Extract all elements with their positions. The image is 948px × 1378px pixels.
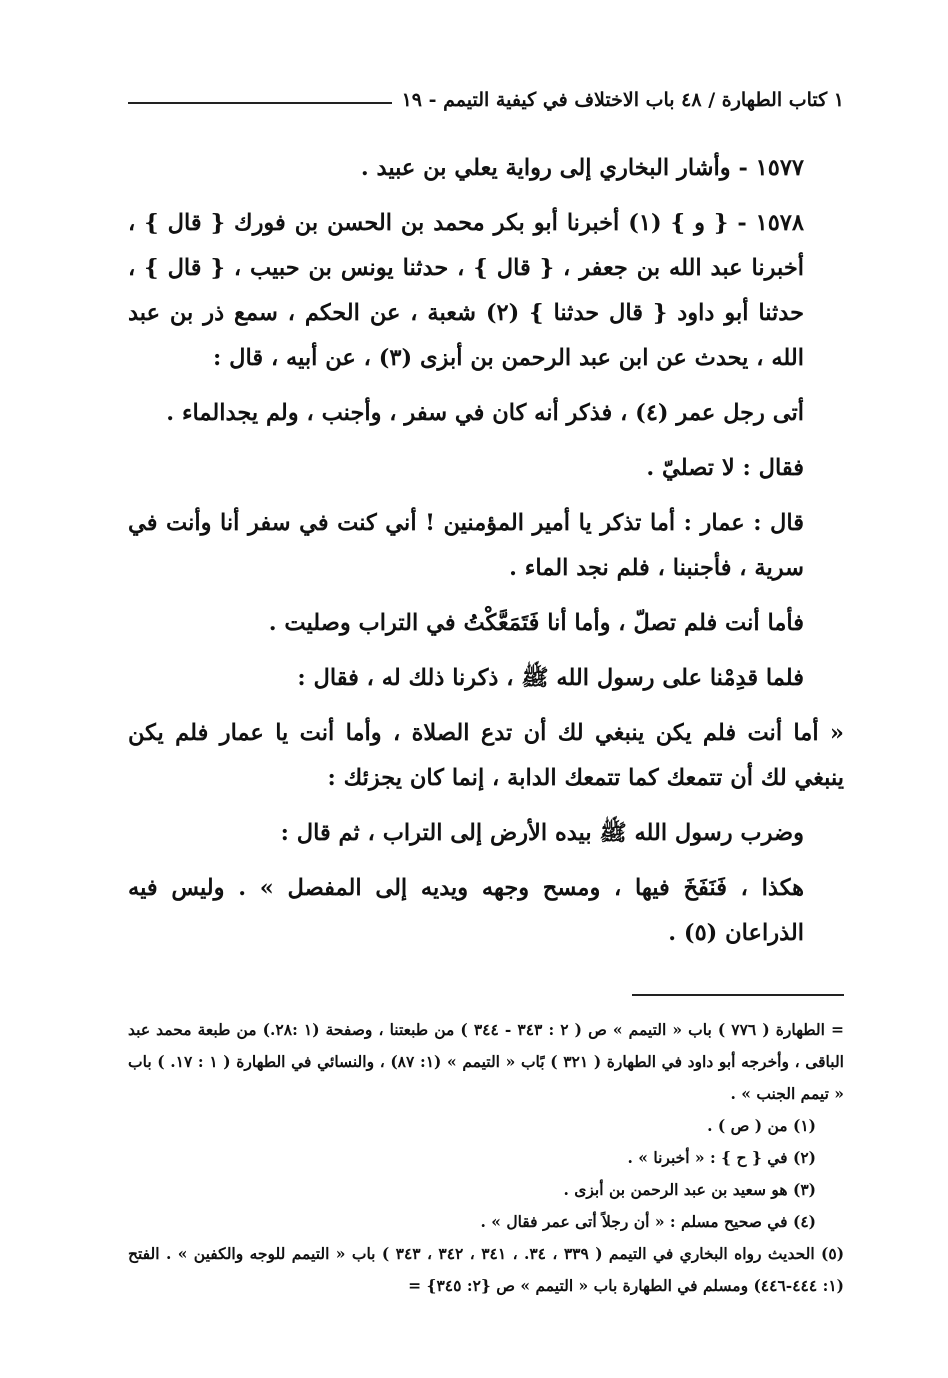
footnote-3: (٣) هو سعيد بن عبد الرحمن بن أبزى . xyxy=(563,1180,816,1199)
paragraph-ammar-said: قال : عمار : أما تذكر يا أمير المؤمنين ! أني كنت في سفر أنا وأنت في سرية ، فأجنبنا ، فلم نجد الماء . xyxy=(128,510,804,581)
running-title: ١ كتاب الطهارة / ٤٨ باب الاختلاف في كيفية التيمم - ١٩ xyxy=(401,89,844,111)
paragraph-1577: ١٥٧٧ - وأشار البخاري إلى رواية يعلي بن عبيد . xyxy=(360,155,804,181)
footnote-2: (٢) في { ح } : « أخبرنا » . xyxy=(627,1148,816,1167)
paragraph-do-not-pray: فقال : لا تصليّ . xyxy=(646,455,804,481)
paragraph-rolled-in-dust: فأما أنت فلم تصلّ ، وأما أنا فَتَمَعَّكْتُ في التراب وصليت . xyxy=(268,610,804,636)
paragraph-like-this: هكذا ، فَنَفَخَ فيها ، ومسح وجهه ويديه إلى المفصل » . وليس فيه الذراعان (٥) . xyxy=(128,875,804,946)
footnote-1: (١) من ( ص ) . xyxy=(707,1116,816,1135)
paragraph-prophet-reply: « أما أنت فلم يكن ينبغي لك أن تدع الصلاة ، وأما أنت يا عمار فلم يكن ينبغي لك أن تتمعك كما تتمعك الدابة ، إنما كان يجزئك : xyxy=(128,720,844,791)
header-rule xyxy=(128,102,392,104)
paragraph-struck-ground: وضرب رسول الله ﷺ بيده الأرض إلى التراب ، ثم قال : xyxy=(280,820,804,846)
footnote-continuation: = الطهارة ( ٧٧٦ ) باب « التيمم » ص ( ٢ : ٣٤٣ - ٣٤٤ ) من طبعتنا ، وصفحة (١ :٢٨.) من طبعة محمد عبد الباقى ، وأخرجه أبو داود في الطهارة ( ٣٢١ ) بًاب « التيمم » (١: ٨٧) ، والنسائي في الطهارة ( ١ : ١٧. ) باب « تيمم الجنب » . xyxy=(128,1020,845,1103)
main-text xyxy=(128,146,844,956)
footnote-4: (٤) في صحيح مسلم : « أن رجلاً أتى عمر فقال » . xyxy=(480,1212,816,1231)
footnote-5: (٥) الحديث رواه البخاري في التيمم ( ٣٣٩ ، ٣٤. ، ٣٤١ ، ٣٤٢ ، ٣٤٣ ) باب « التيمم للوجه والكفين » . الفتح (١: ٤٤٤-٤٤٦) ومسلم في الطهارة باب « التيمم » ص {٢: ٣٤٥} = xyxy=(128,1244,845,1295)
footnotes xyxy=(128,1014,844,1302)
paragraph-came-to-prophet: فلما قدِمْنا على رسول الله ﷺ ، ذكرنا ذلك له ، فقال : xyxy=(297,665,804,691)
footnote-rule xyxy=(632,994,844,996)
page xyxy=(128,78,844,1302)
paragraph-man-came-to-umar: أتى رجل عمر (٤) ، فذكر أنه كان في سفر ، وأجنب ، ولم يجدالماء . xyxy=(166,400,804,426)
running-header xyxy=(128,78,844,122)
paragraph-1578: ١٥٧٨ - { و } (١) أخبرنا أبو بكر محمد بن الحسن بن فورك { قال } ، أخبرنا عبد الله بن جعفر ، { قال } ، حدثنا يونس بن حبيب ، { قال } ، حدثنا أبو داود { قال حدثنا } (٢) شعبة ، عن الحكم ، سمع ذر بن عبد الله ، يحدث عن ابن عبد الرحمن بن أبزى (٣) ، عن أبيه ، قال : xyxy=(128,210,804,371)
